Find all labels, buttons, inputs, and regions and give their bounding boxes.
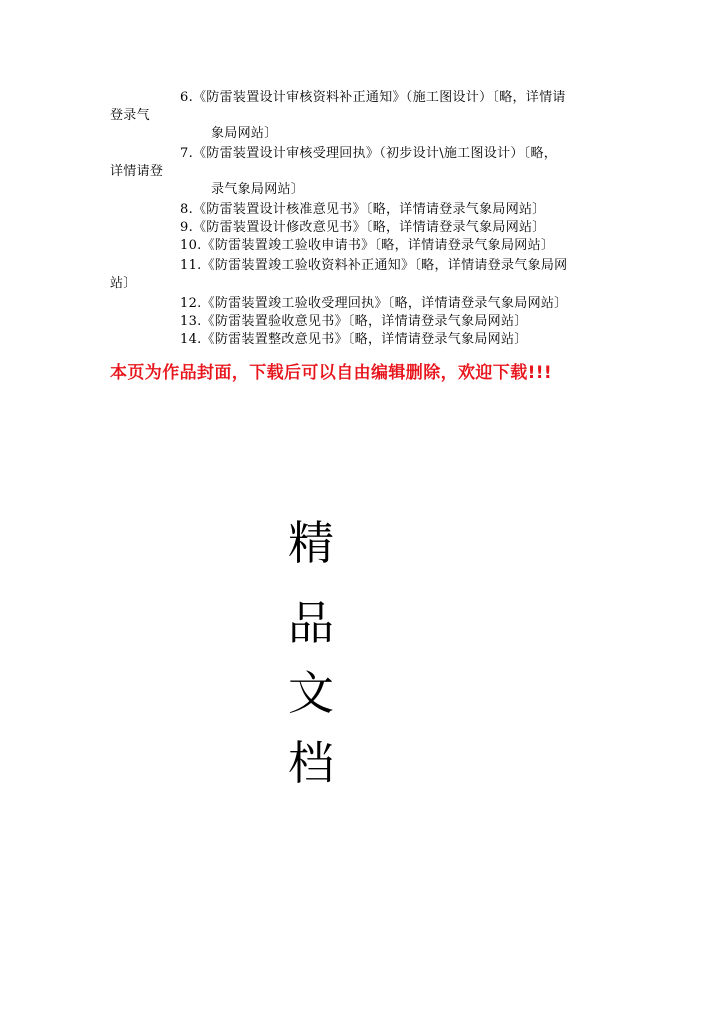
- list-item-7-line2: 详情请登: [110, 164, 164, 179]
- list-item-8: 8.《防雷装置设计核准意见书》〔略，详情请登录气象局网站〕: [180, 202, 546, 217]
- list-item-6-line2: 登录气: [110, 108, 150, 123]
- list-item-13: 13.《防雷装置验收意见书》〔略，详情请登录气象局网站〕: [180, 314, 528, 329]
- cover-title-char-4: 档: [288, 736, 334, 790]
- cover-notice: 本页为作品封面，下载后可以自由编辑删除，欢迎下载!!!: [110, 363, 553, 383]
- cover-title-char-3: 文: [288, 666, 334, 720]
- list-item-6-line1: 6.《防雷装置设计审核资料补正通知》（施工图设计）〔略，详情请: [180, 90, 566, 105]
- list-item-7-line1: 7.《防雷装置设计审核受理回执》（初步设计\施工图设计）〔略，: [180, 146, 558, 161]
- cover-title-char-2: 品: [288, 596, 334, 650]
- list-item-11-line1: 11.《防雷装置竣工验收资料补正通知》〔略，详情请登录气象局网: [180, 258, 568, 273]
- list-item-11-line2: 站〕: [110, 276, 137, 291]
- list-item-14: 14.《防雷装置整改意见书》〔略，详情请登录气象局网站〕: [180, 332, 528, 347]
- cover-title-char-1: 精: [288, 516, 334, 570]
- list-item-10: 10.《防雷装置竣工验收申请书》〔略，详情请登录气象局网站〕: [180, 238, 555, 253]
- list-item-9: 9.《防雷装置设计修改意见书》〔略，详情请登录气象局网站〕: [180, 220, 546, 235]
- list-item-6-line3: 象局网站〕: [211, 126, 278, 141]
- list-item-12: 12.《防雷装置竣工验收受理回执》〔略，详情请登录气象局网站〕: [180, 296, 568, 311]
- list-item-7-line3: 录气象局网站〕: [211, 182, 305, 197]
